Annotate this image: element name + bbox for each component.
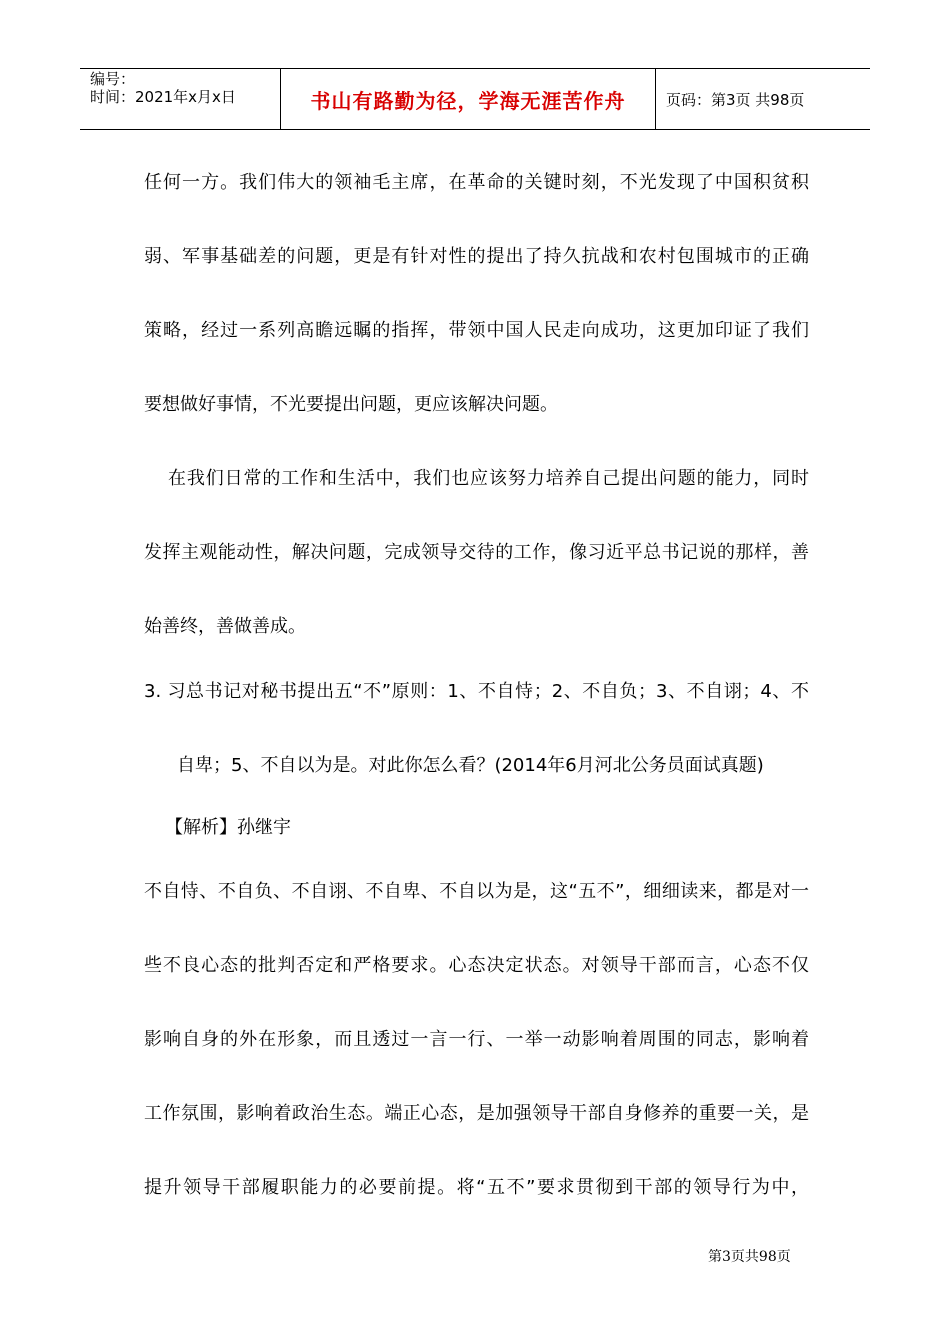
question-line: 自卑；5、不自以为是。对此你怎么看？(2014年6月河北公务员面试真题) (177, 755, 764, 776)
body-line: 影响自身的外在形象，而且透过一言一行、一举一动影响着周围的同志，影响着 (144, 1029, 809, 1050)
header-motto: 书山有路勤为径，学海无涯苦作舟 (280, 69, 656, 129)
body-line: 工作氛围，影响着政治生态。端正心态，是加强领导干部自身修养的重要一关，是 (144, 1103, 809, 1124)
body-line: 任何一方。我们伟大的领袖毛主席，在革命的关键时刻，不光发现了中国积贫积 (144, 172, 809, 193)
page-header (80, 68, 870, 130)
page-footer: 第3页共98页 (708, 1249, 791, 1265)
body-line: 要想做好事情，不光要提出问题，更应该解决问题。 (144, 394, 558, 415)
document-date: 时间：2021年x月x日 (90, 88, 236, 106)
body-line: 始善终，善做善成。 (144, 616, 306, 637)
body-line: 不自恃、不自负、不自诩、不自卑、不自以为是，这“五不”，细细读来，都是对一 (144, 881, 809, 902)
body-line: 策略，经过一系列高瞻远瞩的指挥，带领中国人民走向成功，这更加印证了我们 (144, 320, 809, 341)
paragraph-line: 在我们日常的工作和生活中，我们也应该努力培养自己提出问题的能力，同时 (168, 468, 809, 489)
question-line: 3. 习总书记对秘书提出五“不”原则：1、不自恃；2、不自负；3、不自诩；4、不 (144, 681, 809, 702)
document-number-label: 编号： (90, 70, 136, 88)
body-line: 提升领导干部履职能力的必要前提。将“五不”要求贯彻到干部的领导行为中， (144, 1177, 809, 1198)
body-line: 些不良心态的批判否定和严格要求。心态决定状态。对领导干部而言，心态不仅 (144, 955, 809, 976)
body-line: 弱、军事基础差的问题，更是有针对性的提出了持久抗战和农村包围城市的正确 (144, 246, 809, 267)
body-line: 发挥主观能动性，解决问题，完成领导交待的工作，像习近平总书记说的那样，善 (144, 542, 809, 563)
header-meta (80, 69, 280, 129)
header-page-info: 页码：第3页 共98页 (666, 90, 805, 109)
analysis-heading: 【解析】孙继宇 (165, 817, 291, 838)
